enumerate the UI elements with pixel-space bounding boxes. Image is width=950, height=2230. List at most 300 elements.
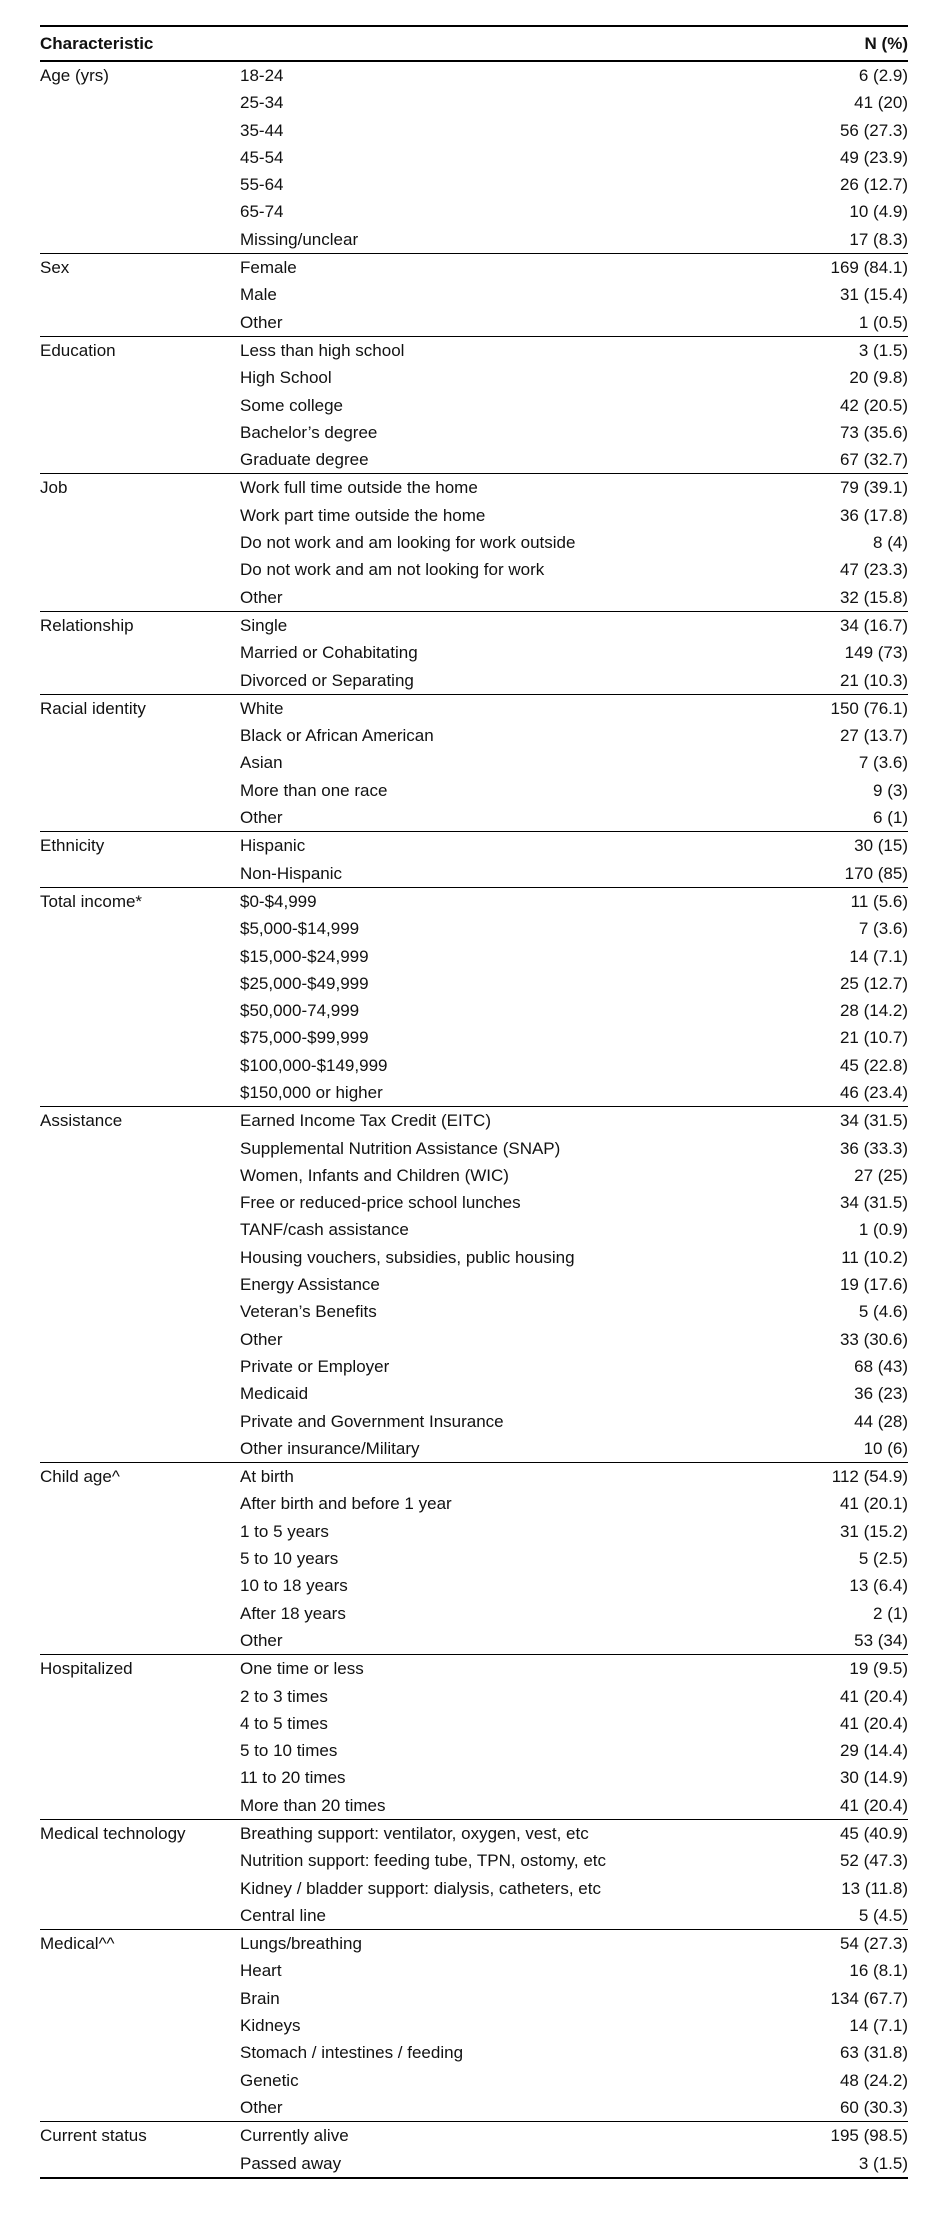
n-percent-value: 27 (25) <box>854 1165 908 1185</box>
characteristic-label: Age (yrs) <box>40 61 240 89</box>
n-percent-value: 41 (20) <box>854 93 908 113</box>
characteristic-label <box>40 1957 240 1984</box>
table-row <box>40 1710 908 1737</box>
table-row <box>40 1490 908 1517</box>
n-percent-value: 33 (30.6) <box>839 1329 908 1349</box>
n-percent-value: 21 (10.7) <box>839 1028 908 1048</box>
n-percent-value: 25 (12.7) <box>839 973 908 993</box>
characteristic-label <box>40 1792 240 1820</box>
table-row <box>40 226 908 254</box>
table-row <box>40 2094 908 2122</box>
n-percent-value: 19 (9.5) <box>748 1655 908 1683</box>
characteristic-label <box>40 997 240 1024</box>
n-percent-value: 34 (31.5) <box>839 1193 908 1213</box>
category-label: Passed away <box>240 2150 748 2178</box>
table-row <box>40 364 908 391</box>
characteristic-label <box>40 1435 240 1463</box>
table-row <box>40 915 908 942</box>
category-label: Other <box>240 587 283 607</box>
characteristic-label <box>40 1572 240 1599</box>
characteristic-label <box>40 1710 240 1737</box>
header-n-percent: N (%) <box>748 26 908 61</box>
n-percent-value: 47 (23.3) <box>839 560 908 580</box>
category-label: 45-54 <box>240 147 284 167</box>
characteristic-label <box>40 1353 240 1380</box>
characteristic-label <box>40 970 240 997</box>
table-row <box>40 1216 908 1243</box>
table-row <box>40 392 908 419</box>
category-label: Other <box>240 1329 283 1349</box>
n-percent-value: 36 (17.8) <box>839 505 908 525</box>
table-row <box>40 832 908 860</box>
characteristic-label <box>40 144 240 171</box>
n-percent-value: 45 (40.9) <box>748 1820 908 1848</box>
table-row <box>40 419 908 446</box>
category-label: Other <box>240 312 283 332</box>
table-row <box>40 446 908 474</box>
characteristic-label: Job <box>40 474 240 502</box>
table-row <box>40 1052 908 1079</box>
n-percent-value: 19 (17.6) <box>839 1275 908 1295</box>
n-percent-value: 13 (11.8) <box>841 1878 908 1898</box>
characteristic-label <box>40 584 240 612</box>
n-percent-value: 26 (12.7) <box>839 175 908 195</box>
table-row <box>40 639 908 666</box>
table-row <box>40 1162 908 1189</box>
n-percent-value: 17 (8.3) <box>849 229 908 249</box>
table-row <box>40 887 908 915</box>
category-label: Free or reduced-price school lunches <box>240 1193 521 1213</box>
table-row <box>40 667 908 695</box>
characteristic-label <box>40 419 240 446</box>
characteristic-label <box>40 1627 240 1655</box>
n-percent-value: 31 (15.4) <box>839 285 908 305</box>
characteristic-label <box>40 2150 240 2178</box>
category-label: 2 to 3 times <box>240 1686 328 1706</box>
category-label: $5,000-$14,999 <box>240 919 360 939</box>
n-percent-value: 16 (8.1) <box>849 1961 908 1981</box>
table-row <box>40 1545 908 1572</box>
category-label: $50,000-74,999 <box>240 1001 360 1021</box>
characteristic-label <box>40 2067 240 2094</box>
category-label: Brain <box>240 1988 280 2008</box>
characteristic-label <box>40 1326 240 1353</box>
n-percent-value: 20 (9.8) <box>849 368 908 388</box>
category-label: 55-64 <box>240 175 284 195</box>
characteristic-label <box>40 1271 240 1298</box>
table-header <box>40 26 908 61</box>
table-row <box>40 1875 908 1902</box>
category-label: Graduate degree <box>240 450 369 470</box>
category-label: Medicaid <box>240 1384 309 1404</box>
n-percent-value: 36 (33.3) <box>839 1138 908 1158</box>
n-percent-value: 30 (14.9) <box>839 1768 908 1788</box>
table-row <box>40 254 908 282</box>
category-label: Married or Cohabitating <box>240 643 418 663</box>
category-label: Less than high school <box>240 336 748 364</box>
n-percent-value: 42 (20.5) <box>839 395 908 415</box>
n-percent-value: 45 (22.8) <box>839 1055 908 1075</box>
category-label: $25,000-$49,999 <box>240 973 369 993</box>
n-percent-value: 7 (3.6) <box>858 753 908 773</box>
category-label: $15,000-$24,999 <box>240 946 369 966</box>
characteristic-label <box>40 281 240 308</box>
n-percent-value: 44 (28) <box>854 1411 908 1431</box>
category-label: Missing/unclear <box>240 229 359 249</box>
table-row <box>40 1244 908 1271</box>
category-label: Housing vouchers, subsidies, public housing <box>240 1247 575 1267</box>
table-row <box>40 89 908 116</box>
table-row <box>40 611 908 639</box>
characteristic-label <box>40 117 240 144</box>
category-label: Bachelor’s degree <box>240 422 378 442</box>
characteristic-label <box>40 1216 240 1243</box>
characteristic-label: Hospitalized <box>40 1655 240 1683</box>
characteristic-label: Assistance <box>40 1107 240 1135</box>
n-percent-value: 34 (16.7) <box>748 611 908 639</box>
category-label: At birth <box>240 1463 748 1491</box>
category-label: $75,000-$99,999 <box>240 1028 369 1048</box>
table-row <box>40 1902 908 1930</box>
table-row <box>40 694 908 722</box>
category-label: Other <box>240 2097 283 2117</box>
table-row <box>40 1408 908 1435</box>
characteristic-label <box>40 198 240 225</box>
n-percent-value: 11 (5.6) <box>748 887 908 915</box>
characteristic-label: Relationship <box>40 611 240 639</box>
n-percent-value: 6 (2.9) <box>748 61 908 89</box>
characteristic-label: Medical technology <box>40 1820 240 1848</box>
characteristic-label <box>40 1024 240 1051</box>
table-row <box>40 584 908 612</box>
characteristic-label <box>40 1380 240 1407</box>
table-row <box>40 777 908 804</box>
characteristic-label <box>40 2012 240 2039</box>
n-percent-value: 41 (20.4) <box>839 1713 908 1733</box>
category-label: 1 to 5 years <box>240 1521 329 1541</box>
category-label: More than one race <box>240 780 388 800</box>
table-row <box>40 1820 908 1848</box>
characteristic-label <box>40 2094 240 2122</box>
table-row <box>40 529 908 556</box>
table-row <box>40 2122 908 2150</box>
table-row <box>40 1518 908 1545</box>
characteristic-label <box>40 1079 240 1107</box>
n-percent-value: 28 (14.2) <box>839 1001 908 1021</box>
n-percent-value: 112 (54.9) <box>748 1463 908 1491</box>
characteristic-label <box>40 1902 240 1930</box>
table-row <box>40 2039 908 2066</box>
table-row <box>40 281 908 308</box>
characteristic-label <box>40 171 240 198</box>
characteristic-label <box>40 446 240 474</box>
header-row <box>40 26 908 61</box>
n-percent-value: 30 (15) <box>748 832 908 860</box>
n-percent-value: 1 (0.9) <box>858 1220 908 1240</box>
n-percent-value: 3 (1.5) <box>748 2150 908 2178</box>
n-percent-value: 21 (10.3) <box>839 670 908 690</box>
category-label: Stomach / intestines / feeding <box>240 2043 464 2063</box>
n-percent-value: 41 (20.4) <box>839 1686 908 1706</box>
category-label: 35-44 <box>240 120 284 140</box>
category-label: 65-74 <box>240 202 284 222</box>
characteristic-label: Medical^^ <box>40 1930 240 1958</box>
characteristic-label <box>40 1244 240 1271</box>
characteristic-label: Total income* <box>40 887 240 915</box>
table-row <box>40 860 908 888</box>
table-row <box>40 502 908 529</box>
table-row <box>40 1107 908 1135</box>
table-row <box>40 943 908 970</box>
category-label: Private or Employer <box>240 1356 390 1376</box>
category-label: 11 to 20 times <box>240 1768 346 1788</box>
n-percent-value: 8 (4) <box>873 533 908 553</box>
table-row <box>40 117 908 144</box>
table-row <box>40 1764 908 1791</box>
table-body <box>40 61 908 2178</box>
characteristic-label <box>40 529 240 556</box>
category-label: Nutrition support: feeding tube, TPN, ostomy, etc <box>240 1851 606 1871</box>
category-label: $150,000 or higher <box>240 1082 383 1102</box>
category-label: Work full time outside the home <box>240 474 748 502</box>
category-label: More than 20 times <box>240 1795 386 1815</box>
characteristic-label <box>40 777 240 804</box>
characteristic-label: Sex <box>40 254 240 282</box>
n-percent-value: 60 (30.3) <box>839 2097 908 2117</box>
n-percent-value: 14 (7.1) <box>849 2016 908 2036</box>
n-percent-value: 170 (85) <box>844 863 908 883</box>
table-row <box>40 722 908 749</box>
category-label: Lungs/breathing <box>240 1930 748 1958</box>
category-label: Female <box>240 254 748 282</box>
n-percent-value: 1 (0.5) <box>858 312 908 332</box>
category-label: 25-34 <box>240 93 284 113</box>
characteristic-label <box>40 1600 240 1627</box>
category-label: Supplemental Nutrition Assistance (SNAP) <box>240 1138 561 1158</box>
n-percent-value: 63 (31.8) <box>839 2043 908 2063</box>
n-percent-value: 149 (73) <box>844 643 908 663</box>
category-label: Energy Assistance <box>240 1275 380 1295</box>
category-label: Other <box>240 808 283 828</box>
table-row <box>40 1683 908 1710</box>
category-label: After 18 years <box>240 1603 346 1623</box>
category-label: Heart <box>240 1961 282 1981</box>
n-percent-value: 49 (23.9) <box>839 147 908 167</box>
category-label: Single <box>240 611 748 639</box>
table-row <box>40 1298 908 1325</box>
category-label: One time or less <box>240 1655 748 1683</box>
category-label: Divorced or Separating <box>240 670 414 690</box>
table-row <box>40 1435 908 1463</box>
characteristic-label <box>40 1135 240 1162</box>
characteristic-label <box>40 749 240 776</box>
category-label: Some college <box>240 395 344 415</box>
table-row <box>40 1930 908 1958</box>
table-row <box>40 1572 908 1599</box>
n-percent-value: 32 (15.8) <box>839 587 908 607</box>
n-percent-value: 41 (20.1) <box>839 1494 908 1514</box>
category-label: 5 to 10 years <box>240 1549 339 1569</box>
category-label: TANF/cash assistance <box>240 1220 409 1240</box>
characteristic-label: Education <box>40 336 240 364</box>
characteristic-label: Racial identity <box>40 694 240 722</box>
category-label: Kidney / bladder support: dialysis, catheters, etc <box>240 1878 601 1898</box>
category-label: Other <box>240 1630 283 1650</box>
n-percent-value: 169 (84.1) <box>748 254 908 282</box>
table-row <box>40 1600 908 1627</box>
category-label: Currently alive <box>240 2122 748 2150</box>
n-percent-value: 3 (1.5) <box>748 336 908 364</box>
n-percent-value: 73 (35.6) <box>839 422 908 442</box>
n-percent-value: 11 (10.2) <box>841 1247 908 1267</box>
characteristic-label <box>40 89 240 116</box>
table-row <box>40 2150 908 2178</box>
characteristic-label <box>40 1052 240 1079</box>
characteristic-label <box>40 1875 240 1902</box>
characteristic-label <box>40 392 240 419</box>
table-row <box>40 1847 908 1874</box>
characteristic-label <box>40 1408 240 1435</box>
characteristic-label <box>40 1545 240 1572</box>
table-row <box>40 1655 908 1683</box>
table-row <box>40 336 908 364</box>
n-percent-value: 34 (31.5) <box>748 1107 908 1135</box>
table-row <box>40 1463 908 1491</box>
table-row <box>40 970 908 997</box>
characteristic-label <box>40 804 240 832</box>
table-row <box>40 61 908 89</box>
n-percent-value: 52 (47.3) <box>839 1851 908 1871</box>
category-label: Asian <box>240 753 283 773</box>
table-row <box>40 144 908 171</box>
category-label: Other insurance/Military <box>240 1438 420 1458</box>
category-label: Women, Infants and Children (WIC) <box>240 1165 509 1185</box>
characteristic-label <box>40 943 240 970</box>
table-row <box>40 1353 908 1380</box>
table-row <box>40 1135 908 1162</box>
category-label: $0-$4,999 <box>240 887 748 915</box>
category-label: 10 to 18 years <box>240 1576 348 1596</box>
n-percent-value: 54 (27.3) <box>748 1930 908 1958</box>
characteristic-label <box>40 502 240 529</box>
characteristic-label <box>40 1518 240 1545</box>
characteristic-label <box>40 667 240 695</box>
characteristic-label: Child age^ <box>40 1463 240 1491</box>
n-percent-value: 5 (2.5) <box>858 1549 908 1569</box>
n-percent-value: 56 (27.3) <box>839 120 908 140</box>
table-row <box>40 2012 908 2039</box>
table-row <box>40 309 908 337</box>
characteristic-label <box>40 1298 240 1325</box>
table-row <box>40 556 908 583</box>
table-row <box>40 171 908 198</box>
table-row <box>40 749 908 776</box>
characteristic-label <box>40 1490 240 1517</box>
n-percent-value: 6 (1) <box>873 808 908 828</box>
table-row <box>40 2067 908 2094</box>
category-label: $100,000-$149,999 <box>240 1055 388 1075</box>
category-label: 5 to 10 times <box>240 1741 338 1761</box>
category-label: 4 to 5 times <box>240 1713 328 1733</box>
category-label: Work part time outside the home <box>240 505 486 525</box>
n-percent-value: 9 (3) <box>873 780 908 800</box>
n-percent-value: 5 (4.6) <box>858 1302 908 1322</box>
n-percent-value: 46 (23.4) <box>839 1082 908 1102</box>
category-label: Veteran’s Benefits <box>240 1302 377 1322</box>
n-percent-value: 150 (76.1) <box>748 694 908 722</box>
n-percent-value: 36 (23) <box>854 1384 908 1404</box>
n-percent-value: 195 (98.5) <box>748 2122 908 2150</box>
n-percent-value: 10 (6) <box>863 1438 908 1458</box>
characteristic-label <box>40 1985 240 2012</box>
n-percent-value: 29 (14.4) <box>839 1741 908 1761</box>
characteristic-label <box>40 2039 240 2066</box>
characteristic-label <box>40 364 240 391</box>
n-percent-value: 48 (24.2) <box>839 2070 908 2090</box>
n-percent-value: 31 (15.2) <box>839 1521 908 1541</box>
characteristic-label <box>40 1189 240 1216</box>
n-percent-value: 53 (34) <box>854 1630 908 1650</box>
table-row <box>40 1024 908 1051</box>
category-label: Earned Income Tax Credit (EITC) <box>240 1107 748 1135</box>
table-row <box>40 1380 908 1407</box>
n-percent-value: 27 (13.7) <box>839 726 908 746</box>
characteristic-label <box>40 1764 240 1791</box>
category-label: White <box>240 694 748 722</box>
n-percent-value: 41 (20.4) <box>839 1795 908 1815</box>
category-label: Do not work and am looking for work outside <box>240 533 576 553</box>
characteristic-label <box>40 556 240 583</box>
category-label: Central line <box>240 1905 326 1925</box>
n-percent-value: 79 (39.1) <box>748 474 908 502</box>
n-percent-value: 2 (1) <box>873 1603 908 1623</box>
n-percent-value: 68 (43) <box>854 1356 908 1376</box>
characteristic-label: Ethnicity <box>40 832 240 860</box>
table-row <box>40 198 908 225</box>
characteristic-label <box>40 860 240 888</box>
characteristics-document <box>40 25 908 2179</box>
table-row <box>40 1792 908 1820</box>
n-percent-value: 7 (3.6) <box>858 919 908 939</box>
characteristic-label <box>40 915 240 942</box>
category-label: Genetic <box>240 2070 299 2090</box>
category-label: Black or African American <box>240 726 434 746</box>
characteristic-label <box>40 1847 240 1874</box>
category-label: Private and Government Insurance <box>240 1411 504 1431</box>
n-percent-value: 134 (67.7) <box>830 1988 908 2008</box>
category-label: Do not work and am not looking for work <box>240 560 545 580</box>
table-row <box>40 1189 908 1216</box>
category-label: Kidneys <box>240 2016 301 2036</box>
n-percent-value: 14 (7.1) <box>849 946 908 966</box>
table-row <box>40 1326 908 1353</box>
table-row <box>40 1271 908 1298</box>
characteristic-label: Current status <box>40 2122 240 2150</box>
category-label: After birth and before 1 year <box>240 1494 452 1514</box>
category-label: Non-Hispanic <box>240 863 343 883</box>
n-percent-value: 13 (6.4) <box>849 1576 908 1596</box>
characteristic-label <box>40 1162 240 1189</box>
category-label: Breathing support: ventilator, oxygen, vest, etc <box>240 1820 748 1848</box>
table-row <box>40 1627 908 1655</box>
category-label: High School <box>240 368 332 388</box>
category-label: Male <box>240 285 277 305</box>
characteristic-label <box>40 639 240 666</box>
table-row <box>40 1079 908 1107</box>
characteristic-label <box>40 1683 240 1710</box>
header-characteristic: Characteristic <box>40 26 240 61</box>
table-row <box>40 997 908 1024</box>
